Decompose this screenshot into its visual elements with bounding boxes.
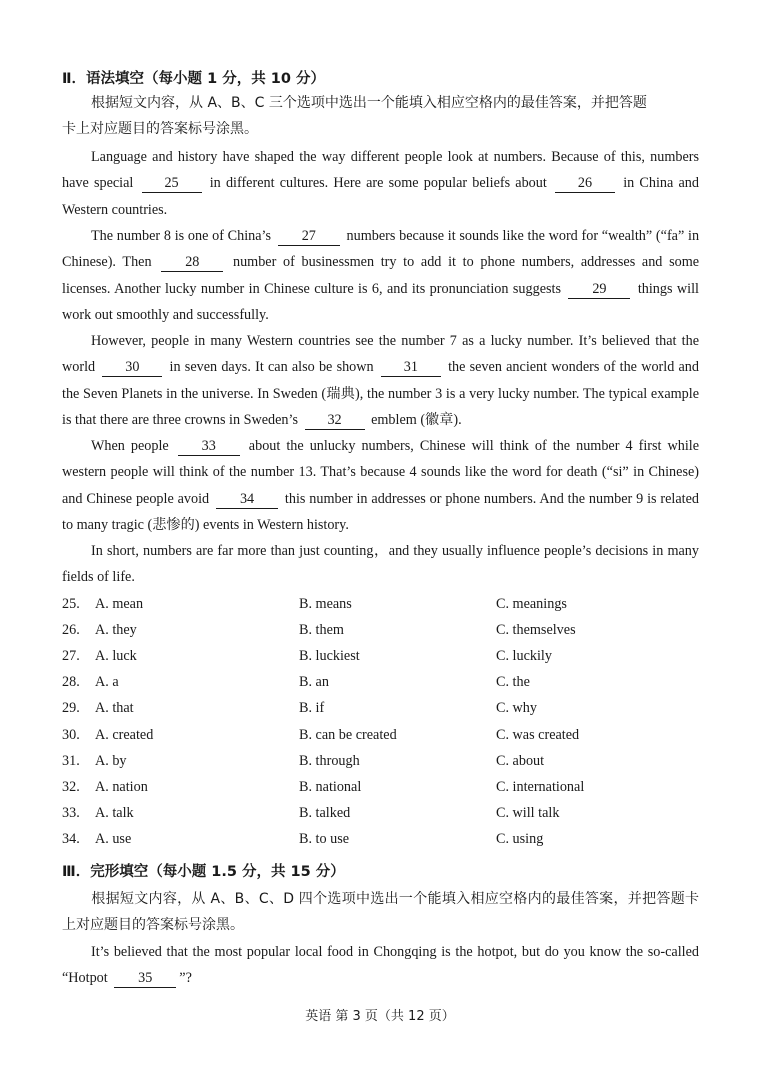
option-row-30	[62, 722, 702, 748]
blank-29[interactable]: 29	[568, 280, 630, 299]
section-3-instruction-text: 根据短文内容，从 A、B、C、D 四个选项中选出一个能填入相应空格内的最佳答案，并把答题卡上对应题目的答案标号涂黑。	[62, 891, 699, 934]
question-number: 27.	[62, 648, 80, 664]
blank-30[interactable]: 30	[102, 358, 162, 377]
option-a[interactable]: A. that	[95, 700, 134, 716]
section-3-instruction	[62, 886, 699, 939]
option-row-26	[62, 617, 702, 643]
option-c[interactable]: C. the	[496, 674, 530, 690]
option-row-34	[62, 826, 702, 852]
option-row-25	[62, 591, 702, 617]
option-b[interactable]: B. them	[299, 622, 344, 638]
option-b[interactable]: B. an	[299, 674, 329, 690]
question-number: 34.	[62, 831, 80, 847]
question-number: 32.	[62, 779, 80, 795]
option-a[interactable]: A. use	[95, 831, 132, 847]
option-row-33	[62, 800, 702, 826]
option-c[interactable]: C. using	[496, 831, 544, 847]
paragraph-5	[62, 538, 699, 591]
question-number: 33.	[62, 805, 80, 821]
option-b[interactable]: B. if	[299, 700, 325, 716]
s3-p1-text-1: It’s believed that the most popular local food in Chongqing is the hotpot, but do you know the so-called “Hotpot	[62, 944, 699, 987]
s3-p1-text-2: ”?	[179, 970, 192, 987]
option-row-27	[62, 643, 702, 669]
p4-text-1: When people	[91, 438, 169, 454]
option-a[interactable]: A. a	[95, 674, 119, 690]
p3-text-4: emblem (徽章).	[371, 411, 462, 428]
paragraph-3	[62, 328, 699, 433]
option-row-32	[62, 774, 702, 800]
option-a[interactable]: A. by	[95, 753, 127, 769]
option-c[interactable]: C. about	[496, 753, 545, 769]
question-number: 26.	[62, 622, 80, 638]
blank-25[interactable]: 25	[142, 174, 202, 193]
option-c[interactable]: C. themselves	[496, 622, 576, 638]
paragraph-4	[62, 433, 699, 538]
p3-text-1: However, people in many Western countries see the number 7 as a lucky number. It’s believed that the world	[62, 333, 699, 376]
p3-text-2: in seven days. It can also be shown	[169, 359, 374, 376]
p1-text-3: in China and Western countries.	[62, 175, 699, 218]
option-c[interactable]: C. luckily	[496, 648, 552, 664]
blank-26[interactable]: 26	[555, 174, 615, 193]
section-3-paragraph-1	[62, 939, 699, 992]
question-number: 25.	[62, 596, 80, 612]
page-footer: 英语 第 3 页（共 12 页）	[305, 1009, 455, 1024]
option-b[interactable]: B. can be created	[299, 727, 397, 743]
option-c[interactable]: C. was created	[496, 727, 580, 743]
section-3-title: Ⅲ．完形填空（每小题 1.5 分，共 15 分）	[62, 864, 345, 880]
option-c[interactable]: C. meanings	[496, 596, 567, 612]
option-b[interactable]: B. through	[299, 753, 360, 769]
instruction-line-2: 卡上对应题目的答案标号涂黑。	[62, 121, 258, 138]
question-number: 29.	[62, 700, 80, 716]
option-b[interactable]: B. national	[299, 779, 362, 795]
blank-28[interactable]: 28	[161, 253, 223, 272]
option-a[interactable]: A. nation	[95, 779, 148, 795]
p2-text-4: things will work out smoothly and successfully.	[62, 280, 699, 323]
option-a[interactable]: A. luck	[95, 648, 137, 664]
p4-text-2: about the unlucky numbers, Chinese will think of the number 4 first while western people will think of the number 13. That’s because 4 sounds like the word for death (“si” in Chinese) and Chinese people avoid	[62, 438, 700, 507]
option-a[interactable]: A. they	[95, 622, 137, 638]
paragraph-2	[62, 223, 699, 328]
p1-text-2: in different cultures. Here are some popular beliefs about	[209, 175, 547, 192]
p5-text: In short, numbers are far more than just counting，and they usually influence people’s decisions in many fields of life.	[62, 543, 699, 586]
blank-33[interactable]: 33	[178, 437, 240, 456]
option-a[interactable]: A. talk	[95, 805, 134, 821]
question-number: 30.	[62, 727, 80, 743]
option-c[interactable]: C. international	[496, 779, 585, 795]
option-b[interactable]: B. talked	[299, 805, 351, 821]
p1-text-1: Language and history have shaped the way different people look at numbers. Because of this, numbers have special	[62, 149, 699, 192]
paragraph-1	[62, 144, 699, 223]
instruction-line-1: 根据短文内容，从 A、B、C 三个选项中选出一个能填入相应空格内的最佳答案，并把答题	[91, 95, 647, 111]
option-a[interactable]: A. created	[95, 727, 154, 743]
p2-text-2: numbers because it sounds like the word for “wealth” (“fa” in Chinese). Then	[62, 228, 700, 271]
p3-text-3: the seven ancient wonders of the world and the Seven Planets in the universe. In Sweden (瑞典), the number 3 is a very lucky number. The typical example is that there are three crowns in Sweden’s	[62, 359, 699, 428]
blank-31[interactable]: 31	[381, 358, 441, 377]
option-row-31	[62, 748, 702, 774]
option-b[interactable]: B. means	[299, 596, 352, 612]
blank-34[interactable]: 34	[216, 490, 278, 509]
p2-text-1: The number 8 is one of China’s	[91, 228, 272, 244]
p2-text-3: number of businessmen try to add it to phone numbers, addresses and some licenses. Another lucky number in Chinese culture is 6, and its pronunciation suggests	[62, 254, 700, 297]
option-c[interactable]: C. why	[496, 700, 537, 716]
section-2-instruction	[62, 90, 699, 143]
option-row-29	[62, 695, 702, 721]
option-row-28	[62, 669, 702, 695]
option-b[interactable]: B. to use	[299, 831, 350, 847]
blank-35[interactable]: 35	[114, 969, 176, 988]
option-a[interactable]: A. mean	[95, 596, 144, 612]
blank-32[interactable]: 32	[305, 411, 365, 430]
p4-text-3: this number in addresses or phone numbers. And the number 9 is related to many tragic (悲惨的) events in Western history.	[62, 490, 700, 533]
section-2-title: Ⅱ．语法填空（每小题 1 分，共 10 分）	[62, 71, 326, 87]
question-number: 28.	[62, 674, 80, 690]
question-number: 31.	[62, 753, 80, 769]
option-b[interactable]: B. luckiest	[299, 648, 360, 664]
option-c[interactable]: C. will talk	[496, 805, 560, 821]
blank-27[interactable]: 27	[278, 227, 340, 246]
